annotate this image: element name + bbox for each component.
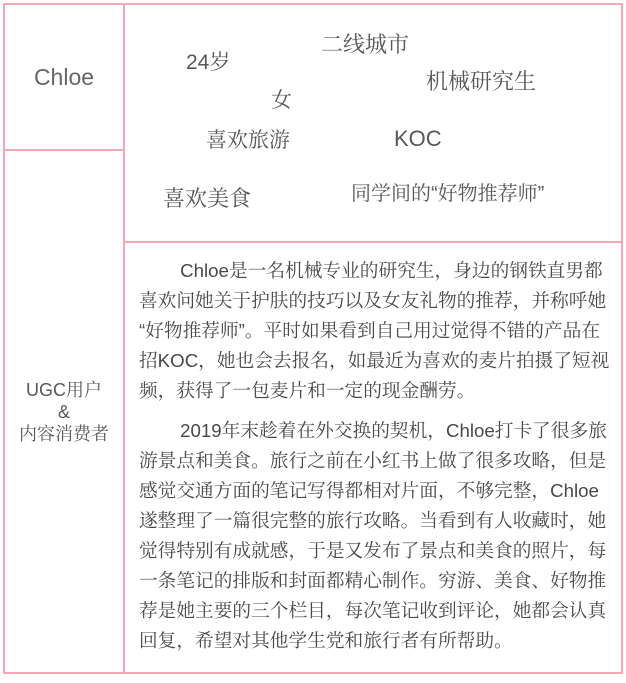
tag-education: 机械研究生 <box>426 69 537 94</box>
persona-bio-cell <box>125 243 621 672</box>
persona-role-cell <box>5 151 123 672</box>
tag-hobby-travel: 喜欢旅游 <box>206 129 290 152</box>
persona-role-line: 内容消费者 <box>19 423 109 444</box>
bio-paragraph: Chloe是一名机械专业的研究生，身边的钢铁直男都喜欢问她关于护肤的技巧以及女友礼物的推荐，并称呼她“好物推荐师”。平时如果看到自己用过觉得不错的产品在招KOC，她也会去报名，如最近为喜欢的麦片拍摄了短视频，获得了一包麦片和一定的现金酬劳。 <box>139 260 610 401</box>
persona-role-line: & <box>57 401 70 422</box>
tag-recommender: 同学间的“好物推荐师” <box>351 183 545 205</box>
persona-right-column <box>125 5 621 672</box>
persona-left-column <box>5 5 125 672</box>
tag-gender: 女 <box>271 89 292 112</box>
bio-paragraph: 2019年末趁着在外交换的契机，Chloe打卡了很多旅游景点和美食。旅行之前在小红书上做了很多攻略，但是感觉交通方面的笔记写得都相对片面，不够完整，Chloe遂整理了一篇很完整的旅行攻略。当看到有人收藏时，她觉得特别有成就感，于是又发布了景点和美食的照片，每一条笔记的排版和封面都精心制作。穷游、美食、好物推荐是她主要的三个栏目，每次笔记收到评论，她都会认真回复，希望对其他学生党和旅行者有所帮助。 <box>139 420 607 651</box>
persona-name-cell <box>5 5 123 151</box>
tag-age: 24岁 <box>186 51 231 74</box>
persona-role-line: UGC用户 <box>26 379 102 400</box>
persona-name: Chloe <box>33 63 95 90</box>
persona-tags-cell <box>125 5 621 243</box>
tag-hobby-food: 喜欢美食 <box>163 186 252 211</box>
tag-city: 二线城市 <box>321 32 410 57</box>
tag-koc: KOC <box>394 126 442 151</box>
persona-card <box>3 3 623 674</box>
